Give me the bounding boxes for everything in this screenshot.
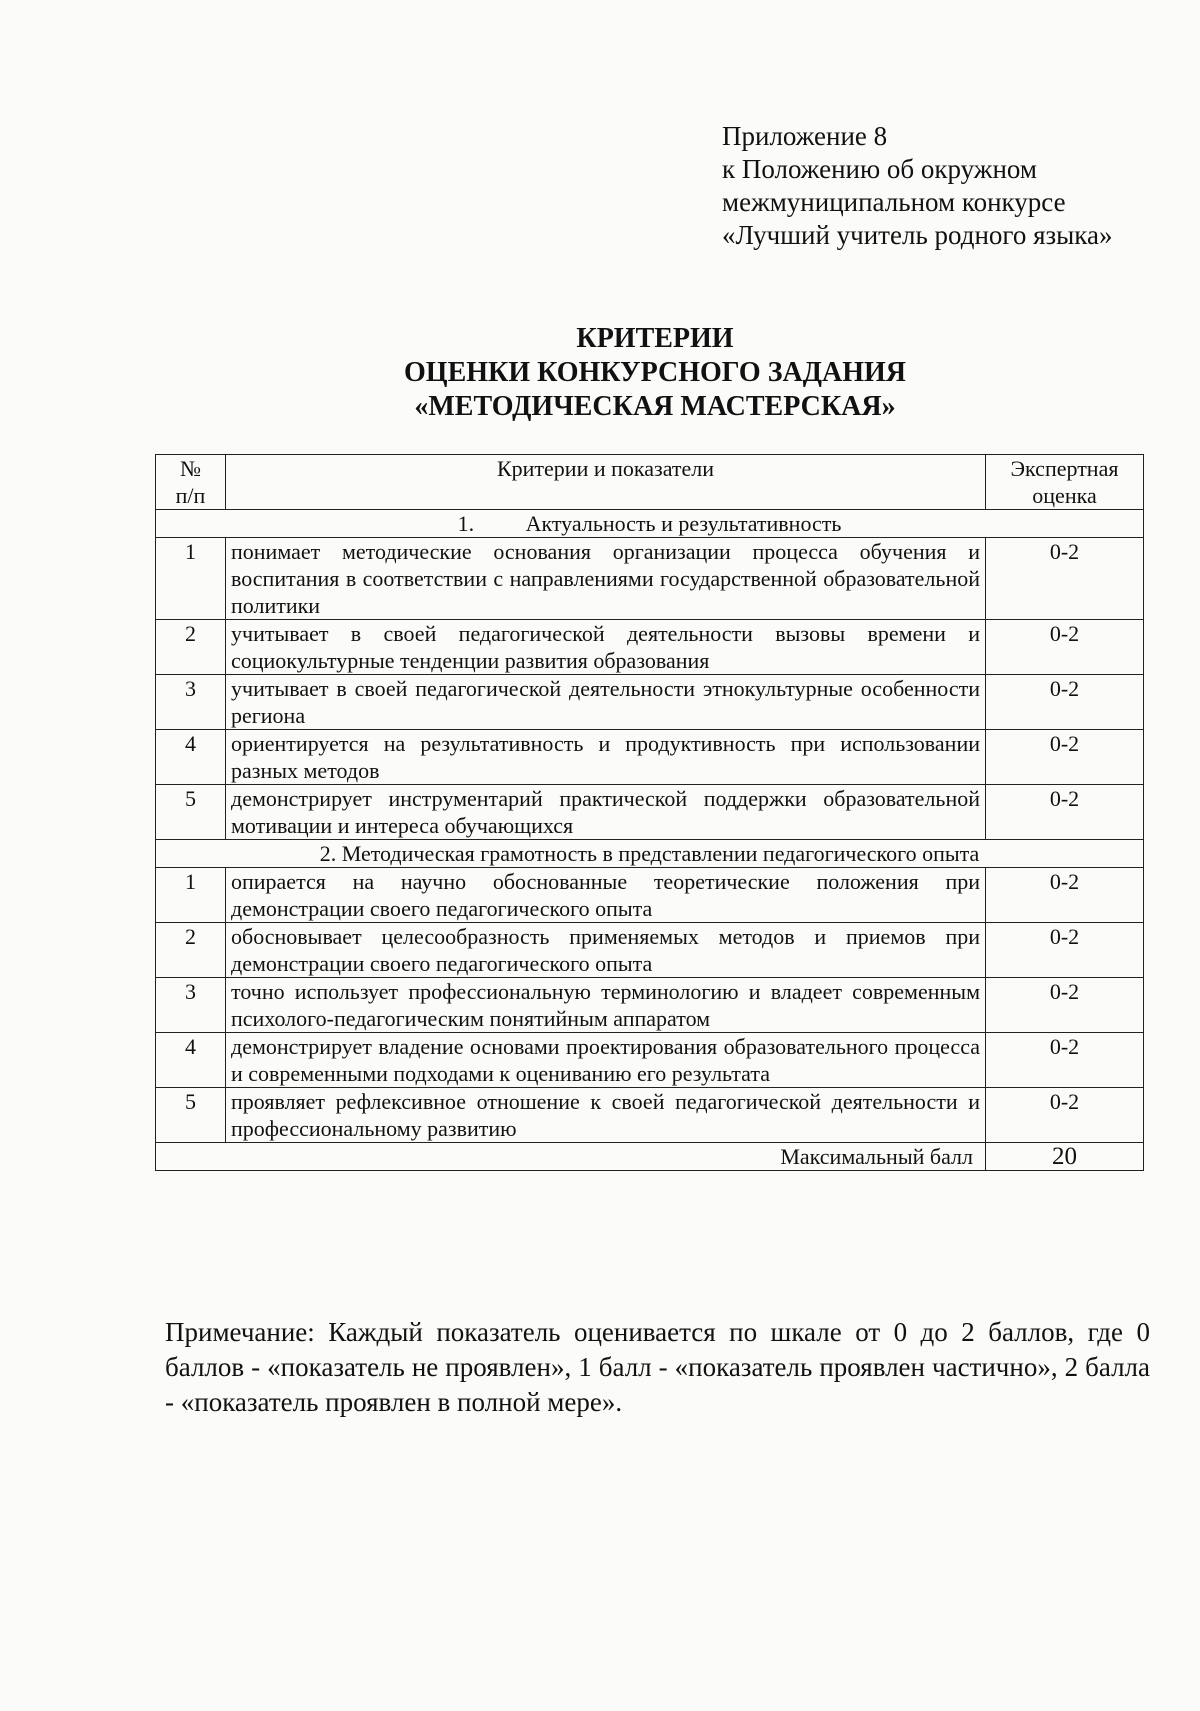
table-row	[156, 675, 1144, 730]
row-number: 3	[156, 978, 226, 1033]
row-criterion: демонстрирует владение основами проектирования образовательного процесса и современными подходами к оцениванию его результата	[226, 1033, 986, 1088]
section-title	[156, 510, 1144, 538]
title-line: ОЦЕНКИ КОНКУРСНОГО ЗАДАНИЯ	[404, 357, 906, 388]
row-score: 0-2	[986, 730, 1144, 785]
row-criterion: понимает методические основания организации процесса обучения и воспитания в соответствии с направлениями государственной образовательной политики	[226, 538, 986, 620]
total-value: 20	[986, 1143, 1144, 1171]
row-score: 0-2	[986, 538, 1144, 620]
criteria-table	[155, 454, 1144, 1171]
row-number: 1	[156, 538, 226, 620]
row-number: 4	[156, 1033, 226, 1088]
row-criterion: опирается на научно обоснованные теоретические положения при демонстрации своего педагогического опыта	[226, 868, 986, 923]
table-header-row	[156, 455, 1144, 510]
table-row	[156, 538, 1144, 620]
header-number-line2: п/п	[175, 483, 206, 508]
row-number: 2	[156, 923, 226, 978]
row-score: 0-2	[986, 1088, 1144, 1143]
appendix-line: межмуниципальном конкурсе	[722, 187, 1066, 217]
appendix-line: «Лучший учитель родного языка»	[722, 220, 1113, 250]
title-line: «МЕТОДИЧЕСКАЯ МАСТЕРСКАЯ»	[414, 391, 896, 422]
total-row	[156, 1143, 1144, 1171]
header-score	[986, 455, 1144, 510]
header-criteria: Критерии и показатели	[226, 455, 986, 510]
row-score: 0-2	[986, 1033, 1144, 1088]
table-row	[156, 730, 1144, 785]
total-label: Максимальный балл	[156, 1143, 986, 1171]
appendix-note	[722, 120, 1113, 252]
row-number: 1	[156, 868, 226, 923]
table-row	[156, 1033, 1144, 1088]
table-row	[156, 785, 1144, 840]
section-number: 1.	[457, 511, 475, 536]
row-number: 4	[156, 730, 226, 785]
table-row	[156, 1088, 1144, 1143]
section-row	[156, 510, 1144, 538]
section-row	[156, 840, 1144, 868]
table-row	[156, 868, 1144, 923]
document-title	[155, 322, 1155, 424]
row-score: 0-2	[986, 785, 1144, 840]
row-criterion: точно использует профессиональную терминологию и владеет современным психолого-педагогическим понятийным аппаратом	[226, 978, 986, 1033]
row-score: 0-2	[986, 978, 1144, 1033]
appendix-line: к Положению об окружном	[722, 154, 1037, 184]
row-criterion: обосновывает целесообразность применяемых методов и приемов при демонстрации своего педагогического опыта	[226, 923, 986, 978]
title-line: КРИТЕРИИ	[576, 323, 734, 354]
header-score-line1: Экспертная	[1010, 456, 1119, 481]
row-score: 0-2	[986, 923, 1144, 978]
header-number-line1: №	[180, 456, 201, 481]
row-criterion: учитывает в своей педагогической деятельности вызовы времени и социокультурные тенденции развития образования	[226, 620, 986, 675]
header-number	[156, 455, 226, 510]
row-criterion: учитывает в своей педагогической деятельности этнокультурные особенности региона	[226, 675, 986, 730]
row-criterion: ориентируется на результативность и продуктивность при использовании разных методов	[226, 730, 986, 785]
table-row	[156, 620, 1144, 675]
row-criterion: проявляет рефлексивное отношение к своей педагогической деятельности и профессиональному развитию	[226, 1088, 986, 1143]
row-number: 5	[156, 1088, 226, 1143]
row-score: 0-2	[986, 868, 1144, 923]
section-title	[156, 840, 1144, 868]
note-text: Примечание: Каждый показатель оценивается по шкале от 0 до 2 баллов, где 0 баллов - «показатель не проявлен», 1 балл - «показатель проявлен частично», 2 балла - «показатель проявлен в полной мере».	[165, 1317, 1150, 1417]
section-heading: 2. Методическая грамотность в представлении педагогического опыта	[319, 841, 980, 866]
table-row	[156, 923, 1144, 978]
appendix-line: Приложение 8	[722, 121, 888, 151]
row-score: 0-2	[986, 620, 1144, 675]
row-score: 0-2	[986, 675, 1144, 730]
header-score-line2: оценка	[1032, 483, 1097, 508]
table-row	[156, 978, 1144, 1033]
row-number: 2	[156, 620, 226, 675]
row-criterion: демонстрирует инструментарий практической поддержки образовательной мотивации и интереса обучающихся	[226, 785, 986, 840]
row-number: 5	[156, 785, 226, 840]
row-number: 3	[156, 675, 226, 730]
section-heading: Актуальность и результативность	[525, 511, 842, 536]
